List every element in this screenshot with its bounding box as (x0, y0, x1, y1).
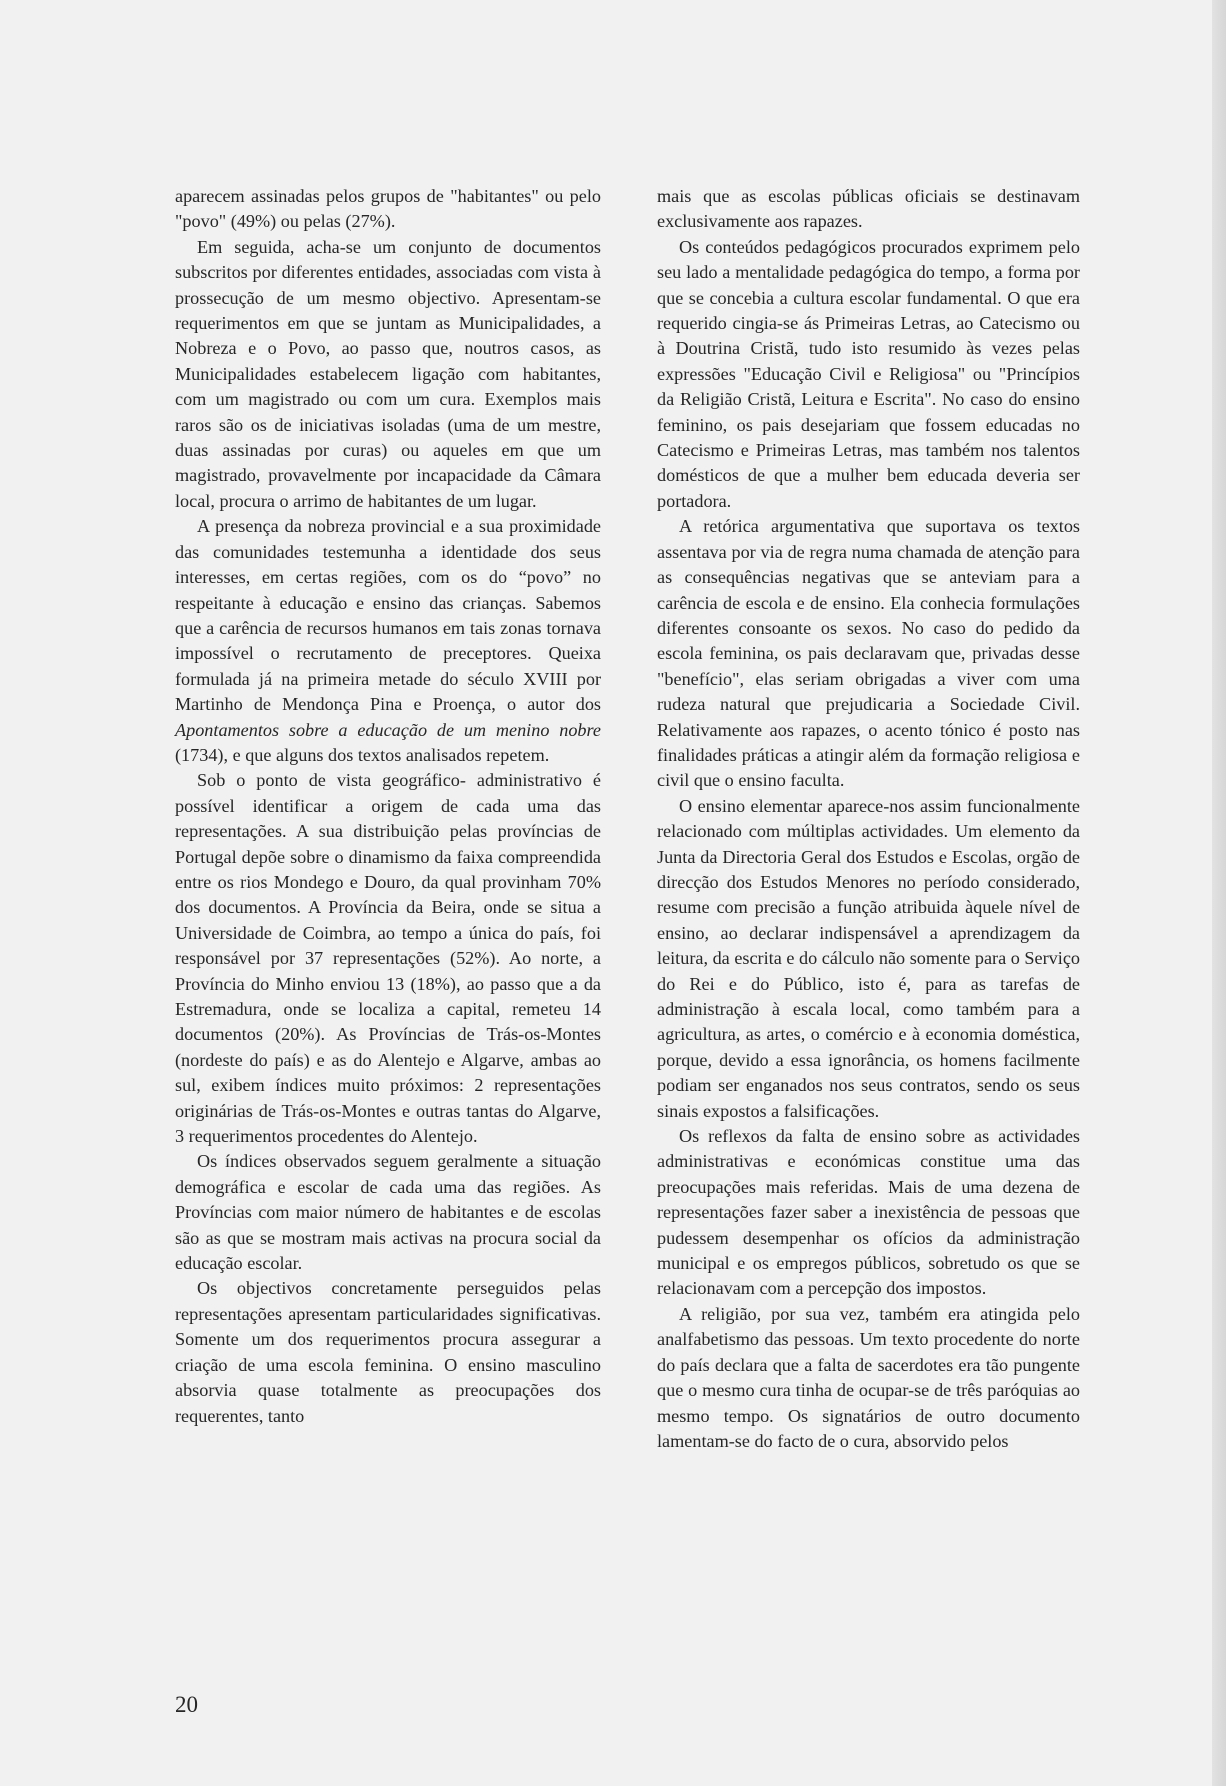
paragraph: A retórica argumentativa que suportava os textos assentava por via de regra numa chamada de atenção para as consequências negativas que se anteviam para a carência de escola e de ensino. Ela conhecia formulações diferentes consoante os sexos. No caso do pedido da escola feminina, os pais declaravam que, privadas desse "benefício", elas seriam obrigadas a viver com uma rudeza natural que prejudicaria a Sociedade Civil. Relativamente aos rapazes, o acento tónico é posto nas finalidades práticas a atingir além da formação religiosa e civil que o ensino faculta. (657, 516, 1080, 791)
left-text-column (175, 184, 601, 1429)
paragraph-text: (1734), e que alguns dos textos analisados repetem. (175, 744, 550, 765)
paragraph: Os objectivos concretamente perseguidos pelas representações apresentam particularidades significativas. Somente um dos requerimentos procura assegurar a criação de uma escola feminina. O ensino masculino absorvia quase totalmente as preocupações dos requerentes, tanto (175, 1278, 601, 1426)
paragraph: Os reflexos da falta de ensino sobre as actividades administrativas e económicas constitue uma das preocupações mais referidas. Mais de uma dezena de representações fazer saber a inexistência de pessoas que pudessem desempenhar os ofícios da administração municipal e os empregos públicos, sobretudo os que se relacionavam com a percepção dos impostos. (657, 1126, 1080, 1299)
paragraph: Em seguida, acha-se um conjunto de documentos subscritos por diferentes entidades, associadas com vista à prossecução de um mesmo objectivo. Apresentam-se requerimentos em que se juntam as Municipalidades, a Nobreza e o Povo, ao passo que, noutros casos, as Municipalidades estabelecem ligação com habitantes, com um magistrado ou com um cura. Exemplos mais raros são os de iniciativas isoladas (uma de um mestre, duas assinadas por curas) ou aqueles em que um magistrado, provavelmente por incapacidade da Câmara local, procura o arrimo de habitantes de um lugar. (175, 236, 601, 511)
paragraph: Os conteúdos pedagógicos procurados exprimem pelo seu lado a mentalidade pedagógica do tempo, a forma por que se concebia a cultura escolar fundamental. O que era requerido cingia-se ás Primeiras Letras, ao Catecismo ou à Doutrina Cristã, tudo isto resumido às vezes pelas expressões "Educação Civil e Religiosa" ou "Princípios da Religião Cristã, Leitura e Escrita". No caso do ensino feminino, os pais desejariam que fossem educadas no Catecismo e Primeiras Letras, mas também nos talentos domésticos de que a mulher bem educada deveria ser portadora. (657, 236, 1080, 511)
paragraph: mais que as escolas públicas oficiais se destinavam exclusivamente aos rapazes. (657, 186, 1080, 232)
paragraph (175, 514, 601, 768)
paragraph: O ensino elementar aparece-nos assim funcionalmente relacionado com múltiplas actividades. Um elemento da Junta da Directoria Geral dos Estudos e Escolas, orgão de direcção dos Estudos Menores no período considerado, resume com precisão a função atribuida àquele nível de ensino, ao declarar indispensável a aprendizagem da leitura, da escrita e do cálculo não somente para o Serviço do Rei e do Público, isto é, para as tarefas de administração à escala local, como também para a agricultura, as artes, o comércio e à economia doméstica, porque, devido a essa ignorância, os homens facilmente podiam ser enganados nos seus contratos, sendo os seus sinais expostos a falsificações. (657, 795, 1080, 1121)
paragraph: A religião, por sua vez, também era atingida pelo analfabetismo das pessoas. Um texto procedente do norte do país declara que a falta de sacerdotes era tão pungente que o mesmo cura tinha de ocupar-se de três paróquias ao mesmo tempo. Os signatários de outro documento lamentam-se do facto de o cura, absorvido pelos (657, 1303, 1080, 1451)
right-text-column (657, 184, 1080, 1454)
paragraph: aparecem assinadas pelos grupos de "habitantes" ou pelo "povo" (49%) ou pelas (27%). (175, 186, 601, 232)
paragraph-text: A presença da nobreza provincial e a sua proximidade das comunidades testemunha a identidade dos seus interesses, em certas regiões, com os do “povo” no respeitante à educação e ensino das crianças. Sabemos que a carência de recursos humanos em tais zonas tornava impossível o recrutamento de preceptores. Queixa formulada já na primeira metade do século XVIII por Martinho de Mendonça Pina e Proença, o autor dos (175, 516, 601, 715)
paragraph: Sob o ponto de vista geográfico- administrativo é possível identificar a origem de cada uma das representações. A sua distribuição pelas províncias de Portugal depõe sobre o dinamismo da faixa compreendida entre os rios Mondego e Douro, da qual provinham 70% dos documentos. A Província da Beira, onde se situa a Universidade de Coimbra, ao tempo a única do país, foi responsável por 37 representações (52%). Ao norte, a Província do Minho enviou 13 (18%), ao passo que a da Estremadura, onde se localiza a capital, remeteu 14 documentos (20%). As Províncias de Trás-os-Montes (nordeste do país) e as do Alentejo e Algarve, ambas ao sul, exibem índices muito próximos: 2 representações originárias de Trás-os-Montes e outras tantas do Algarve, 3 requerimentos procedentes do Alentejo. (175, 770, 601, 1147)
book-title-italic: Apontamentos sobre a educação de um menino nobre (175, 719, 601, 740)
page-edge-shadow (1212, 0, 1226, 1786)
paragraph: Os índices observados seguem geralmente a situação demográfica e escolar de cada uma das regiões. As Províncias com maior número de habitantes e de escolas são as que se mostram mais activas na procura social da educação escolar. (175, 1151, 601, 1274)
page-number: 20 (175, 1692, 198, 1717)
